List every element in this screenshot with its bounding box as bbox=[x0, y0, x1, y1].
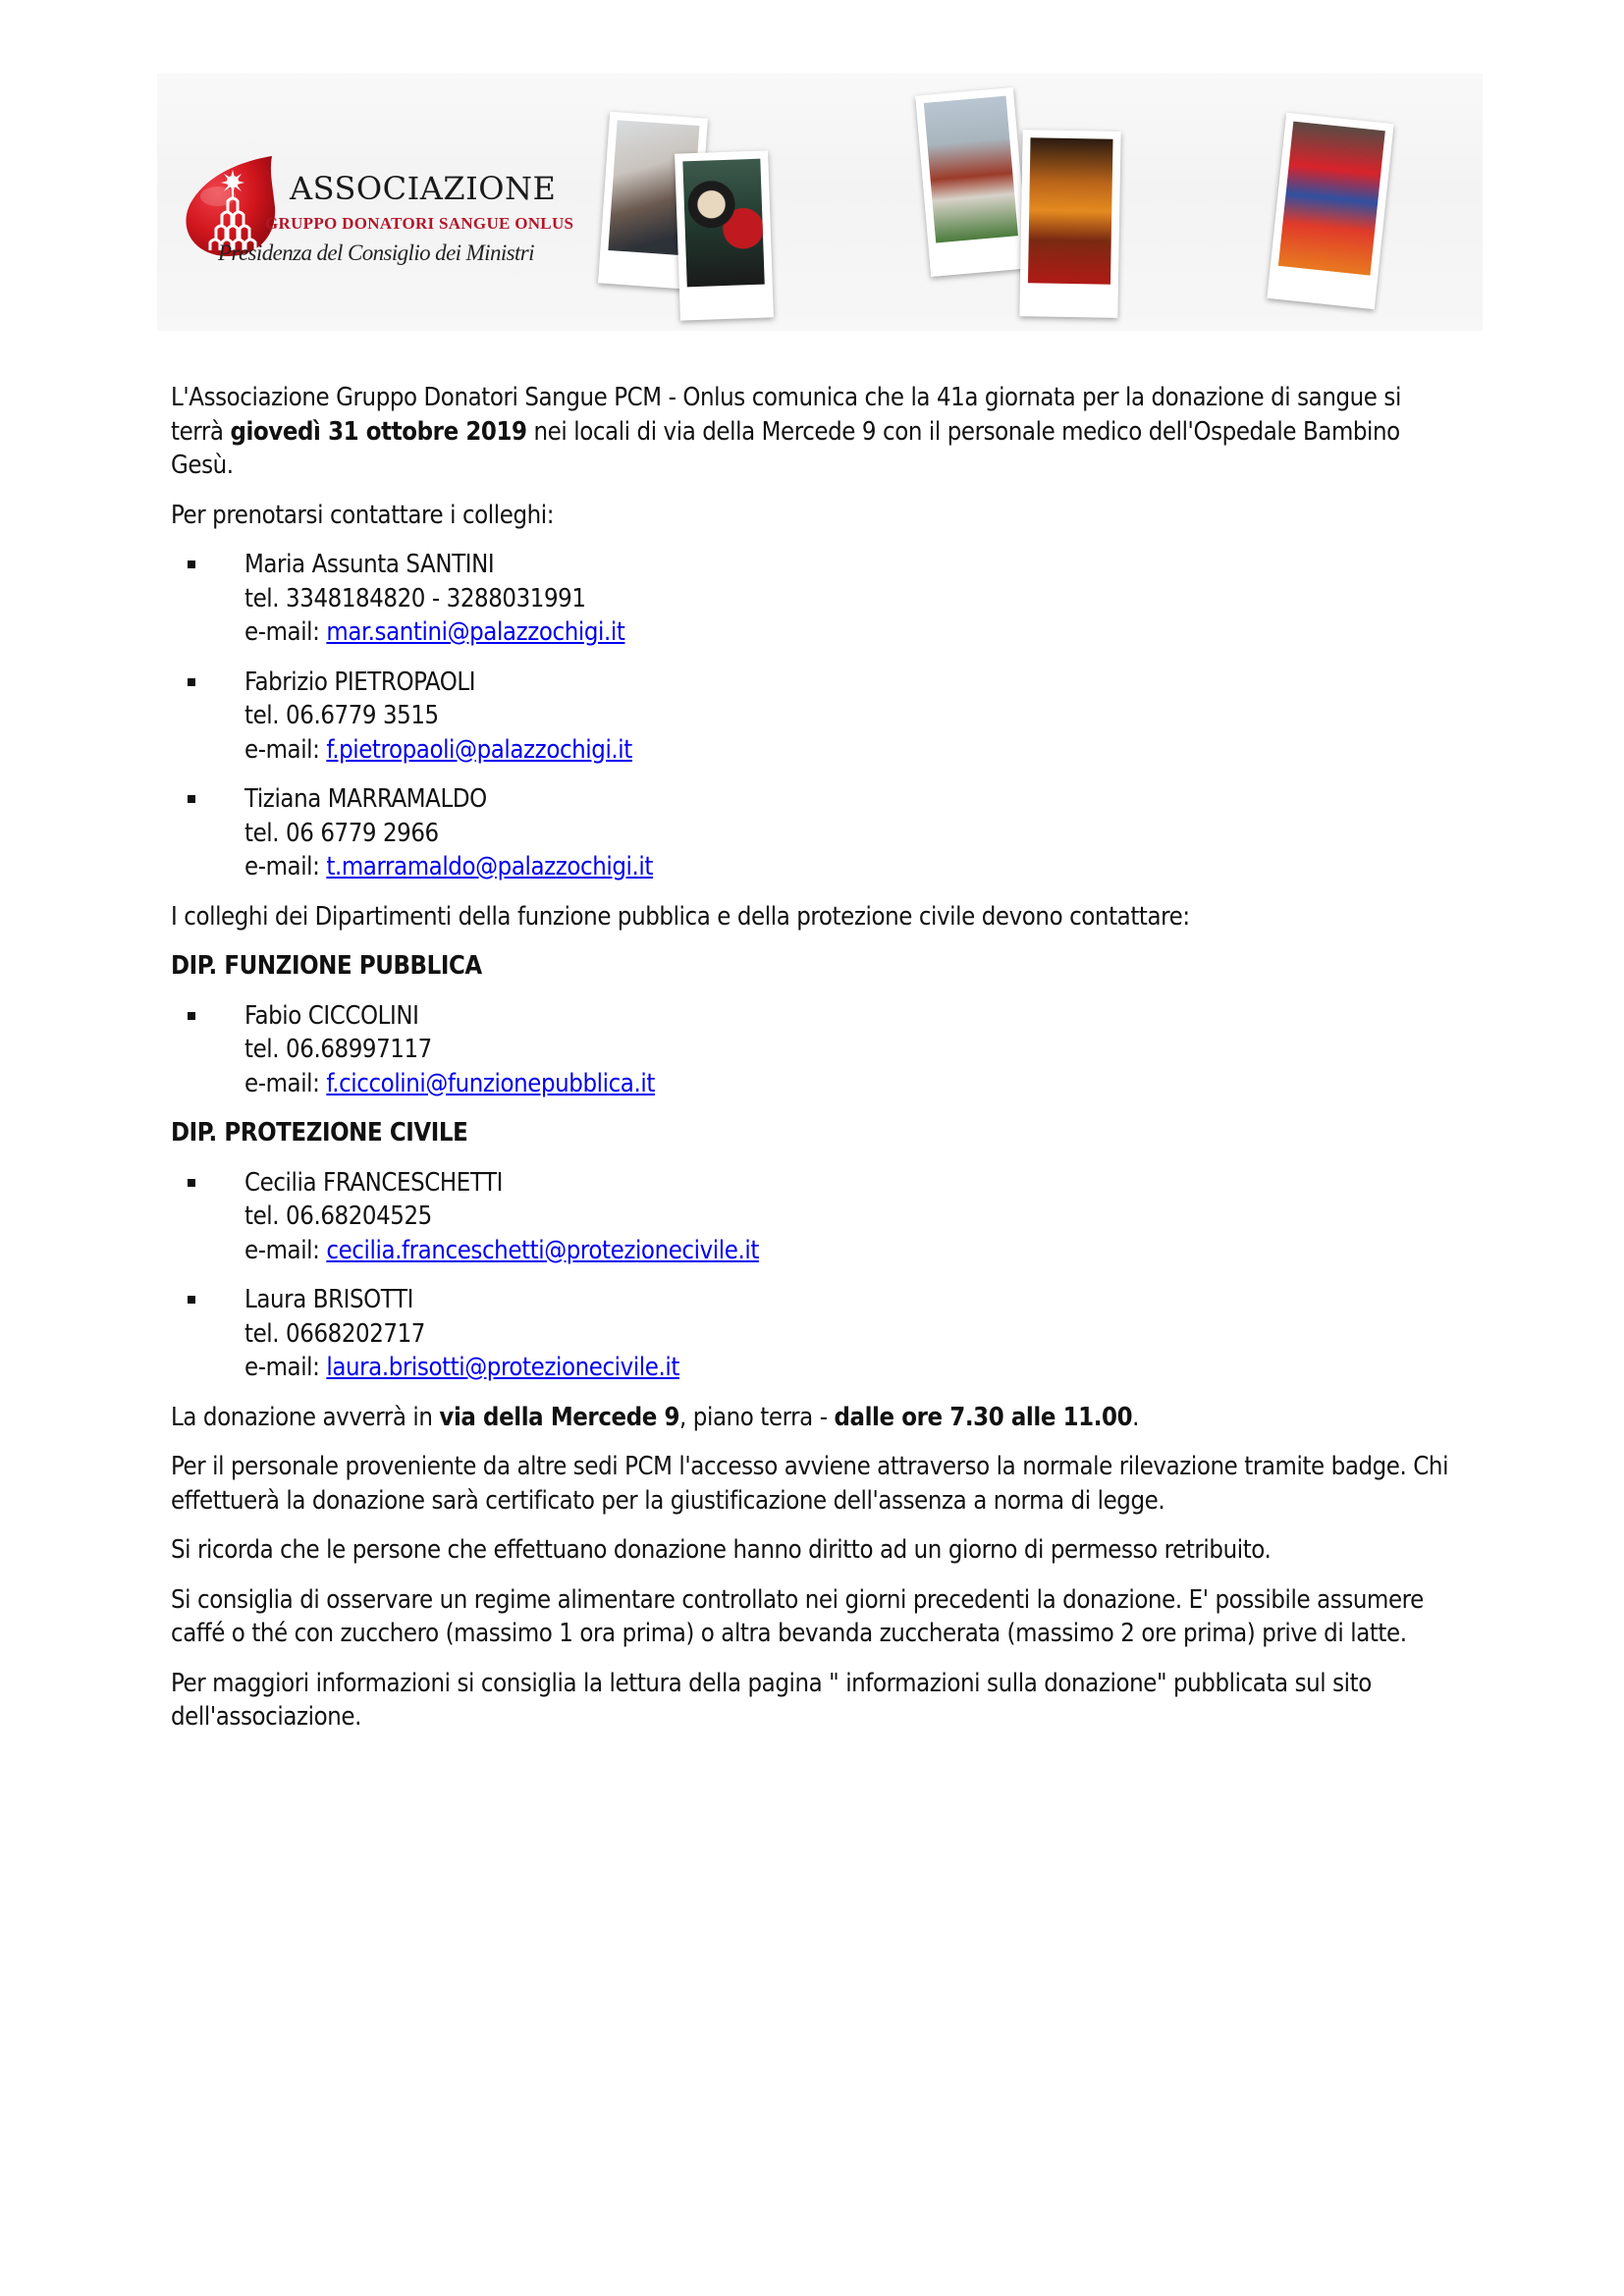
contact-tel: tel. 06.68997117 bbox=[244, 1035, 432, 1064]
square-bullet-icon bbox=[188, 678, 195, 686]
children-group-photo bbox=[1267, 113, 1393, 309]
funzione-contacts-list bbox=[171, 999, 1457, 1101]
contact-item bbox=[171, 782, 1457, 884]
email-link[interactable]: cecilia.franceschetti@protezionecivile.it bbox=[326, 1235, 759, 1265]
access-paragraph: Per il personale proveniente da altre sedi PCM l'accesso avviene attraverso la normale rilevazione tramite badge. Chi effettuerà la donazione sarà certificato per la giustificazione dell'assenza a norma di legge. bbox=[171, 1452, 1449, 1516]
email-label: e-mail: bbox=[244, 734, 327, 765]
email-label: e-mail: bbox=[244, 1068, 327, 1098]
mascots-photo bbox=[675, 150, 774, 320]
contact-tel: tel. 0668202717 bbox=[244, 1318, 425, 1349]
booking-intro: Per prenotarsi contattare i colleghi: bbox=[171, 500, 555, 530]
location-text-3: . bbox=[1132, 1402, 1140, 1432]
intro-text-before: L'Associazione Gruppo Donatori Sangue PCM - Onlus comunica che la 41a giornata per la donazione di sangue si terrà bbox=[171, 383, 1401, 447]
email-link[interactable]: laura.brisotti@protezionecivile.it bbox=[326, 1353, 679, 1382]
contact-name: Fabrizio PIETROPAOLI bbox=[244, 667, 476, 697]
logo-title: ASSOCIAZIONE bbox=[290, 170, 557, 207]
departments-intro: I colleghi dei Dipartimenti della funzione pubblica e della protezione civile devono contattare: bbox=[171, 901, 1190, 932]
email-link[interactable]: f.ciccolini@funzionepubblica.it bbox=[326, 1068, 655, 1098]
event-date: giovedì 31 ottobre 2019 bbox=[230, 416, 527, 447]
email-link[interactable]: t.marramaldo@palazzochigi.it bbox=[326, 852, 653, 881]
concert-photo bbox=[1019, 130, 1120, 318]
header-banner bbox=[157, 74, 1483, 331]
square-bullet-icon bbox=[188, 1296, 195, 1304]
protezione-contacts-list bbox=[171, 1166, 1457, 1385]
logo-subtitle: GRUPPO DONATORI SANGUE ONLUS bbox=[265, 214, 574, 233]
square-bullet-icon bbox=[188, 1012, 195, 1020]
contact-tel: tel. 06 6779 2966 bbox=[244, 818, 439, 848]
square-bullet-icon bbox=[188, 795, 195, 803]
contact-name: Fabio CICCOLINI bbox=[244, 1000, 419, 1031]
contact-item bbox=[171, 1166, 1457, 1268]
email-label: e-mail: bbox=[244, 1353, 327, 1382]
square-bullet-icon bbox=[188, 1179, 195, 1187]
contact-item bbox=[171, 548, 1457, 650]
pcm-contacts-list bbox=[171, 548, 1457, 884]
contact-name: Tiziana MARRAMALDO bbox=[244, 784, 487, 814]
intro-text-after: nei locali di via della Mercede 9 con il personale medico dell'Ospedale Bambino Gesù. bbox=[171, 416, 1400, 480]
dept-protezione-heading: DIP. PROTEZIONE CIVILE bbox=[171, 1118, 468, 1148]
diet-paragraph: Si consiglia di osservare un regime alimentare controllato nei giorni precedenti la donazione. E' possibile assumere caffé o thé con zucchero (massimo 1 ora prima) o altra bevanda zuccherata (massimo 2 ore prima) prive di latte. bbox=[171, 1584, 1424, 1648]
email-label: e-mail: bbox=[244, 1235, 327, 1265]
location-time: dalle ore 7.30 alle 11.00 bbox=[834, 1402, 1133, 1432]
location-text-2: , piano terra - bbox=[679, 1402, 835, 1432]
contact-item bbox=[171, 1283, 1457, 1385]
location-place: via della Mercede 9 bbox=[439, 1402, 680, 1432]
square-bullet-icon bbox=[188, 561, 195, 568]
document-body bbox=[171, 381, 1457, 1750]
intro-paragraph bbox=[171, 381, 1457, 483]
contact-name: Cecilia FRANCESCHETTI bbox=[244, 1167, 503, 1198]
contact-name: Maria Assunta SANTINI bbox=[244, 550, 495, 579]
contact-item bbox=[171, 666, 1457, 768]
contact-tel: tel. 3348184820 - 3288031991 bbox=[244, 583, 586, 614]
contact-name: Laura BRISOTTI bbox=[244, 1285, 413, 1314]
more-info-paragraph: Per maggiori informazioni si consiglia la lettura della pagina " informazioni sulla donazione" pubblicata sul sito dell'associazione. bbox=[171, 1668, 1372, 1732]
location-text-1: La donazione avverrà in bbox=[171, 1402, 440, 1432]
contact-tel: tel. 06.68204525 bbox=[244, 1201, 432, 1231]
email-link[interactable]: mar.santini@palazzochigi.it bbox=[326, 617, 625, 647]
email-label: e-mail: bbox=[244, 617, 327, 647]
contact-item bbox=[171, 999, 1457, 1101]
location-paragraph bbox=[171, 1401, 1457, 1435]
football-team-photo bbox=[915, 87, 1029, 277]
email-link[interactable]: f.pietropaoli@palazzochigi.it bbox=[326, 734, 632, 765]
email-label: e-mail: bbox=[244, 852, 327, 881]
logo-script-text: Presidenza del Consiglio dei Ministri bbox=[218, 240, 534, 265]
leave-paragraph: Si ricorda che le persone che effettuano donazione hanno diritto ad un giorno di permesso retribuito. bbox=[171, 1535, 1272, 1565]
dept-funzione-heading: DIP. FUNZIONE PUBBLICA bbox=[171, 951, 482, 981]
contact-tel: tel. 06.6779 3515 bbox=[244, 701, 439, 730]
